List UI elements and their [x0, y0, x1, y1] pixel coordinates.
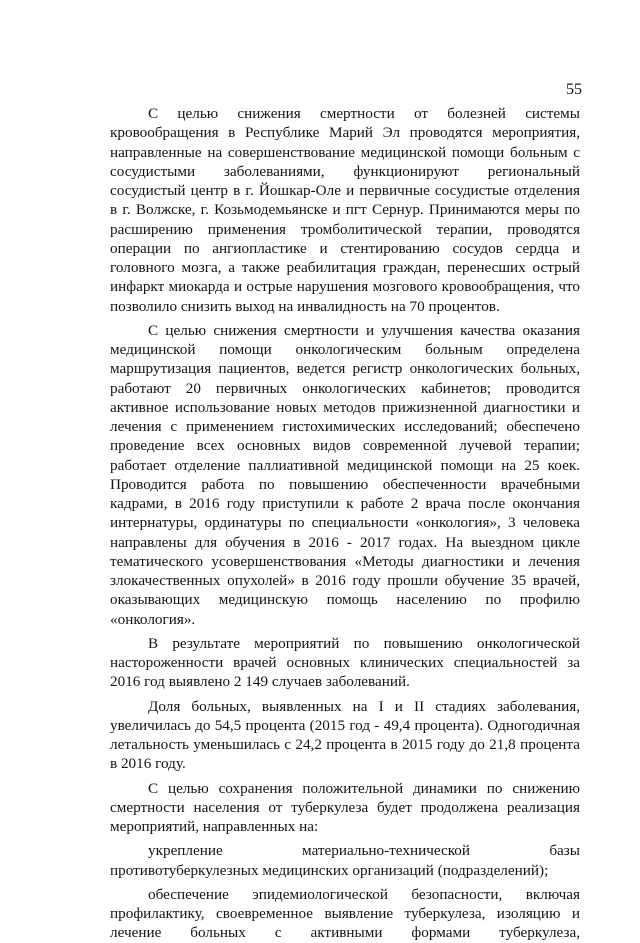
paragraph-tuberculosis-facilities: укрепление материально-технической базы противотуберкулезных медицинских организаций (подразделений); [110, 842, 580, 879]
paragraph-oncology-detection: В результате мероприятий по повышению онкологической настороженности врачей основных клинических специальностей за 2016 год выявлено 2 149 случаев заболеваний. [110, 634, 580, 691]
paragraph-tuberculosis-safety: обеспечение эпидемиологической безопасности, включая профилактику, своевременное выявление туберкулеза, изоляцию и лечение больных с активными формами туберкулеза, [110, 885, 580, 942]
page-number: 55 [566, 81, 582, 98]
paragraph-cardiovascular: С целью снижения смертности от болезней системы кровообращения в Республике Марий Эл проводятся мероприятия, направленные на совершенствование медицинской помощи больным с сосудистыми заболеваниями, функционируют региональный сосудистый центр в г. Йошкар-Оле и первичные сосудистые отделения в г. Волжске, г. Козьмодемьянске и пгт Сернур. Принимаются меры по расширению применения тромболитической терапии, проводятся операции по ангиопластике и стентированию сосудов сердца и головного мозга, а также реабилитация граждан, перенесших острый инфаркт миокарда и острые нарушения мозгового кровообращения, что позволило снизить выход на инвалидность на 70 процентов. [110, 105, 580, 315]
paragraph-oncology-stages: Доля больных, выявленных на I и II стадиях заболевания, увеличилась до 54,5 процента (2015 год - 49,4 процента). Одногодичная летальность уменьшилась с 24,2 процента в 2015 году до 21,8 процента в 2016 году. [110, 697, 580, 773]
paragraph-tuberculosis-intro: С целью сохранения положительной динамики по снижению смертности населения от туберкулеза будет продолжена реализация мероприятий, направленных на: [110, 779, 580, 835]
body-text [110, 104, 580, 943]
paragraph-oncology-care: С целью снижения смертности и улучшения качества оказания медицинской помощи онкологическим больным определена маршрутизация пациентов, ведется регистр онкологических больных, работают 20 первичных онкологических кабинетов; проводится активное использование новых методов прижизненной диагностики и лечения с применением гистохимических исследований; обеспечено проведение всех основных видов современной лучевой терапии; работает отделение паллиативной медицинской помощи на 25 коек. Проводится работа по повышению обеспеченности врачебными кадрами, в 2016 году приступили к работе 2 врача после окончания интернатуры, ординатуры по специальности «онкология», 3 человека направлены для обучения в 2016 - 2017 годах. На выездном цикле тематического усовершенствования «Методы диагностики и лечения злокачественных опухолей» в 2016 году прошли обучение 35 врачей, оказывающих медицинскую помощь населению по профилю «онкология». [110, 321, 580, 628]
